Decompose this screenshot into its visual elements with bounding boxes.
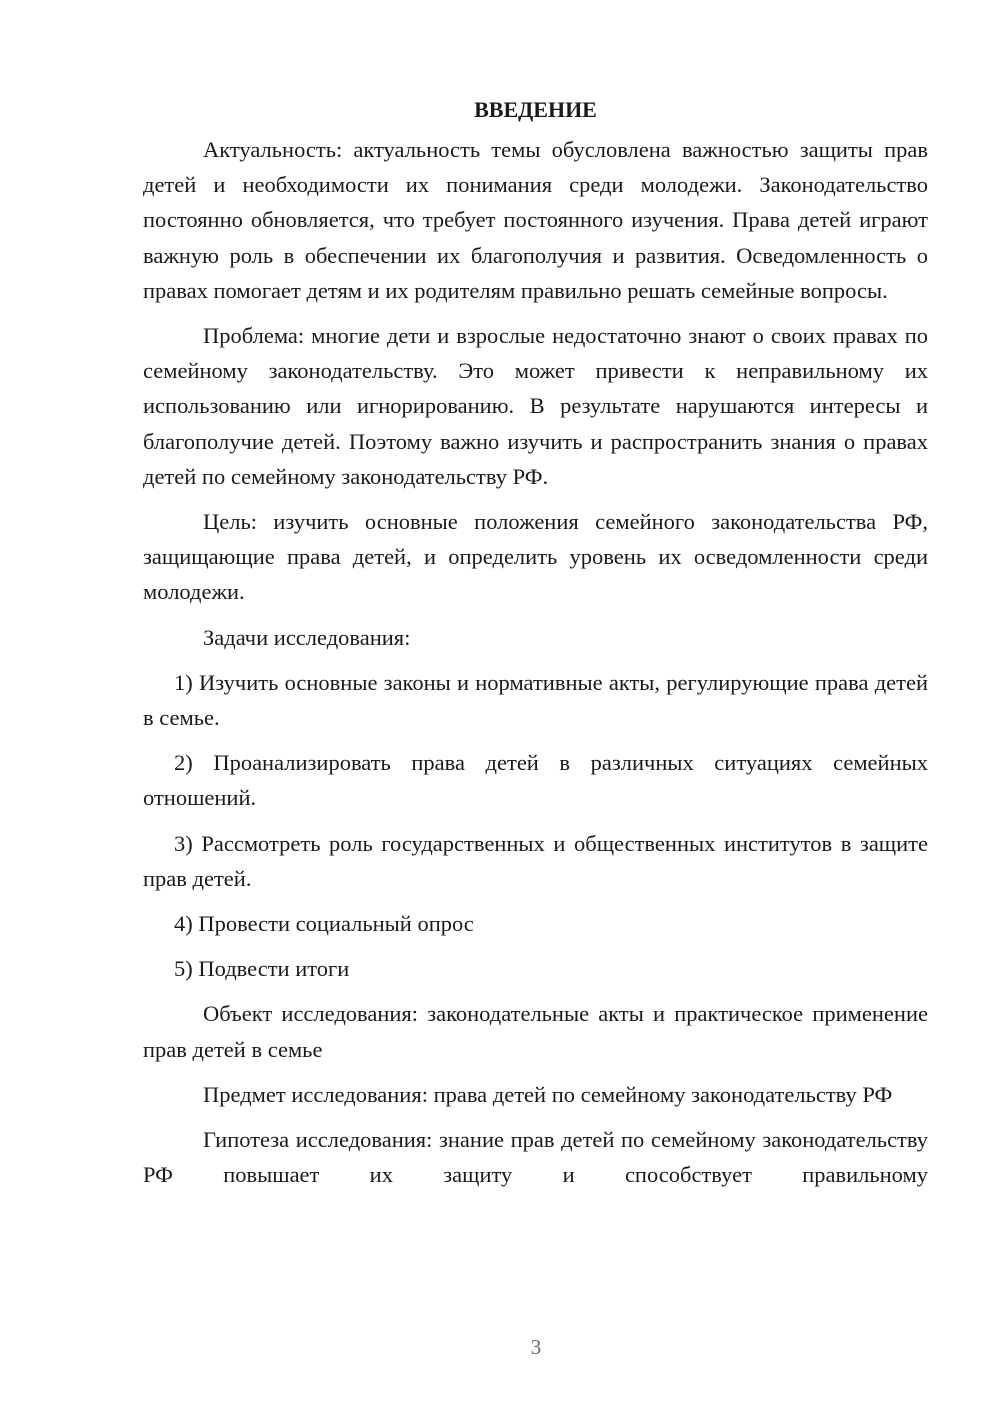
page-number: 3 — [530, 1335, 542, 1359]
section-heading: ВВЕДЕНИЕ — [474, 97, 597, 122]
relevance-paragraph: Актуальность: актуальность темы обусловлена важностью защиты прав детей и необходимости их понимания среди молодежи. Законодательство постоянно обновляется, что требует постоянного изучения. Права детей играют важную роль в обеспечении их благополучия и развития. Осведомленность о правах помогает детям и их родителям правильно решать семейные вопросы. — [143, 137, 928, 303]
task-item-5: 5) Подвести итоги — [174, 956, 350, 982]
goal-paragraph: Цель: изучить основные положения семейного законодательства РФ, защищающие права детей, и определить уровень их осведомленности среди молодежи. — [143, 509, 928, 605]
task-item-2: 2) Проанализировать права детей в различных ситуациях семейных отношений. — [143, 750, 928, 811]
object-paragraph: Объект исследования: законодательные акты и практическое применение прав детей в семье — [143, 1001, 928, 1062]
task-item-4: 4) Провести социальный опрос — [174, 911, 474, 937]
page-content — [143, 92, 928, 1202]
tasks-heading: Задачи исследования: — [203, 624, 411, 650]
task-item-1: 1) Изучить основные законы и нормативные акты, регулирующие права детей в семье. — [143, 669, 928, 731]
task-item-3: 3) Рассмотреть роль государственных и общественных институтов в защите прав детей. — [143, 830, 928, 891]
subject-paragraph: Предмет исследования: права детей по семейному законодательству РФ — [203, 1081, 893, 1107]
hypothesis-paragraph: Гипотеза исследования: знание прав детей по семейному законодательству РФ повышает их защиту и способствует правильному — [143, 1127, 928, 1188]
problem-paragraph: Проблема: многие дети и взрослые недостаточно знают о своих правах по семейному законодательству. Это может привести к неправильному их использованию или игнорированию. В результате нарушаются интересы и благополучие детей. Поэтому важно изучить и распространить знания о правах детей по семейному законодательству РФ. — [143, 323, 928, 489]
